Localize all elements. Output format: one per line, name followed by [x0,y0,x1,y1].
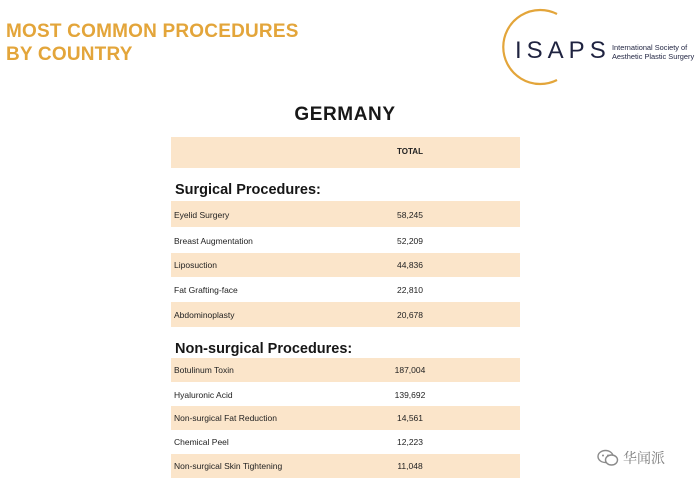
procedure-total: 20,678 [397,310,423,320]
procedure-total: 139,692 [394,390,426,400]
watermark-text: 华闻派 [623,450,665,466]
total-column-header: TOTAL [397,147,423,156]
table-row [171,430,520,454]
table-row [171,253,520,277]
headline-line-1: MOST COMMON PROCEDURES [6,21,299,42]
table-header-row [171,137,520,168]
table-row [171,201,520,227]
procedure-name: Non-surgical Fat Reduction [174,413,277,423]
procedure-name: Non-surgical Skin Tightening [174,461,283,471]
table-row [171,382,520,406]
headline-line-2: BY COUNTRY [6,44,133,65]
procedure-total: 58,245 [397,210,423,220]
procedure-total: 52,209 [397,236,423,246]
wechat-icon [597,449,619,467]
country-title: GERMANY [294,104,396,125]
logo-tagline-line-2: Aesthetic Plastic Surgery [612,52,695,61]
surgical-section-title: Surgical Procedures: [175,182,321,198]
procedure-total: 14,561 [397,413,423,423]
nonsurgical-section-title: Non-surgical Procedures: [175,341,353,357]
procedure-name: Liposuction [174,260,218,270]
procedure-name: Eyelid Surgery [174,210,230,220]
page-headline [6,20,299,66]
procedure-total: 11,048 [397,461,423,471]
logo-tagline-line-1: International Society of [612,43,688,52]
isaps-logo [481,6,696,86]
procedure-name: Chemical Peel [174,437,229,447]
procedure-name: Botulinum Toxin [174,365,234,375]
procedure-name: Fat Grafting-face [174,285,238,295]
procedure-name: Abdominoplasty [174,310,235,320]
table-row [171,302,520,327]
logo-tagline [612,43,694,61]
procedure-name: Hyaluronic Acid [174,390,233,400]
table-row [171,454,520,478]
procedure-total: 44,836 [397,260,423,270]
table-row [171,406,520,430]
table-row [171,227,520,253]
table-row [171,358,520,382]
procedure-total: 22,810 [397,285,423,295]
watermark [597,448,665,468]
procedure-name: Breast Augmentation [174,236,253,246]
procedure-total: 12,223 [397,437,423,447]
procedure-total: 187,004 [394,365,426,375]
table-row [171,277,520,302]
logo-brand: ISAPS [515,37,611,64]
